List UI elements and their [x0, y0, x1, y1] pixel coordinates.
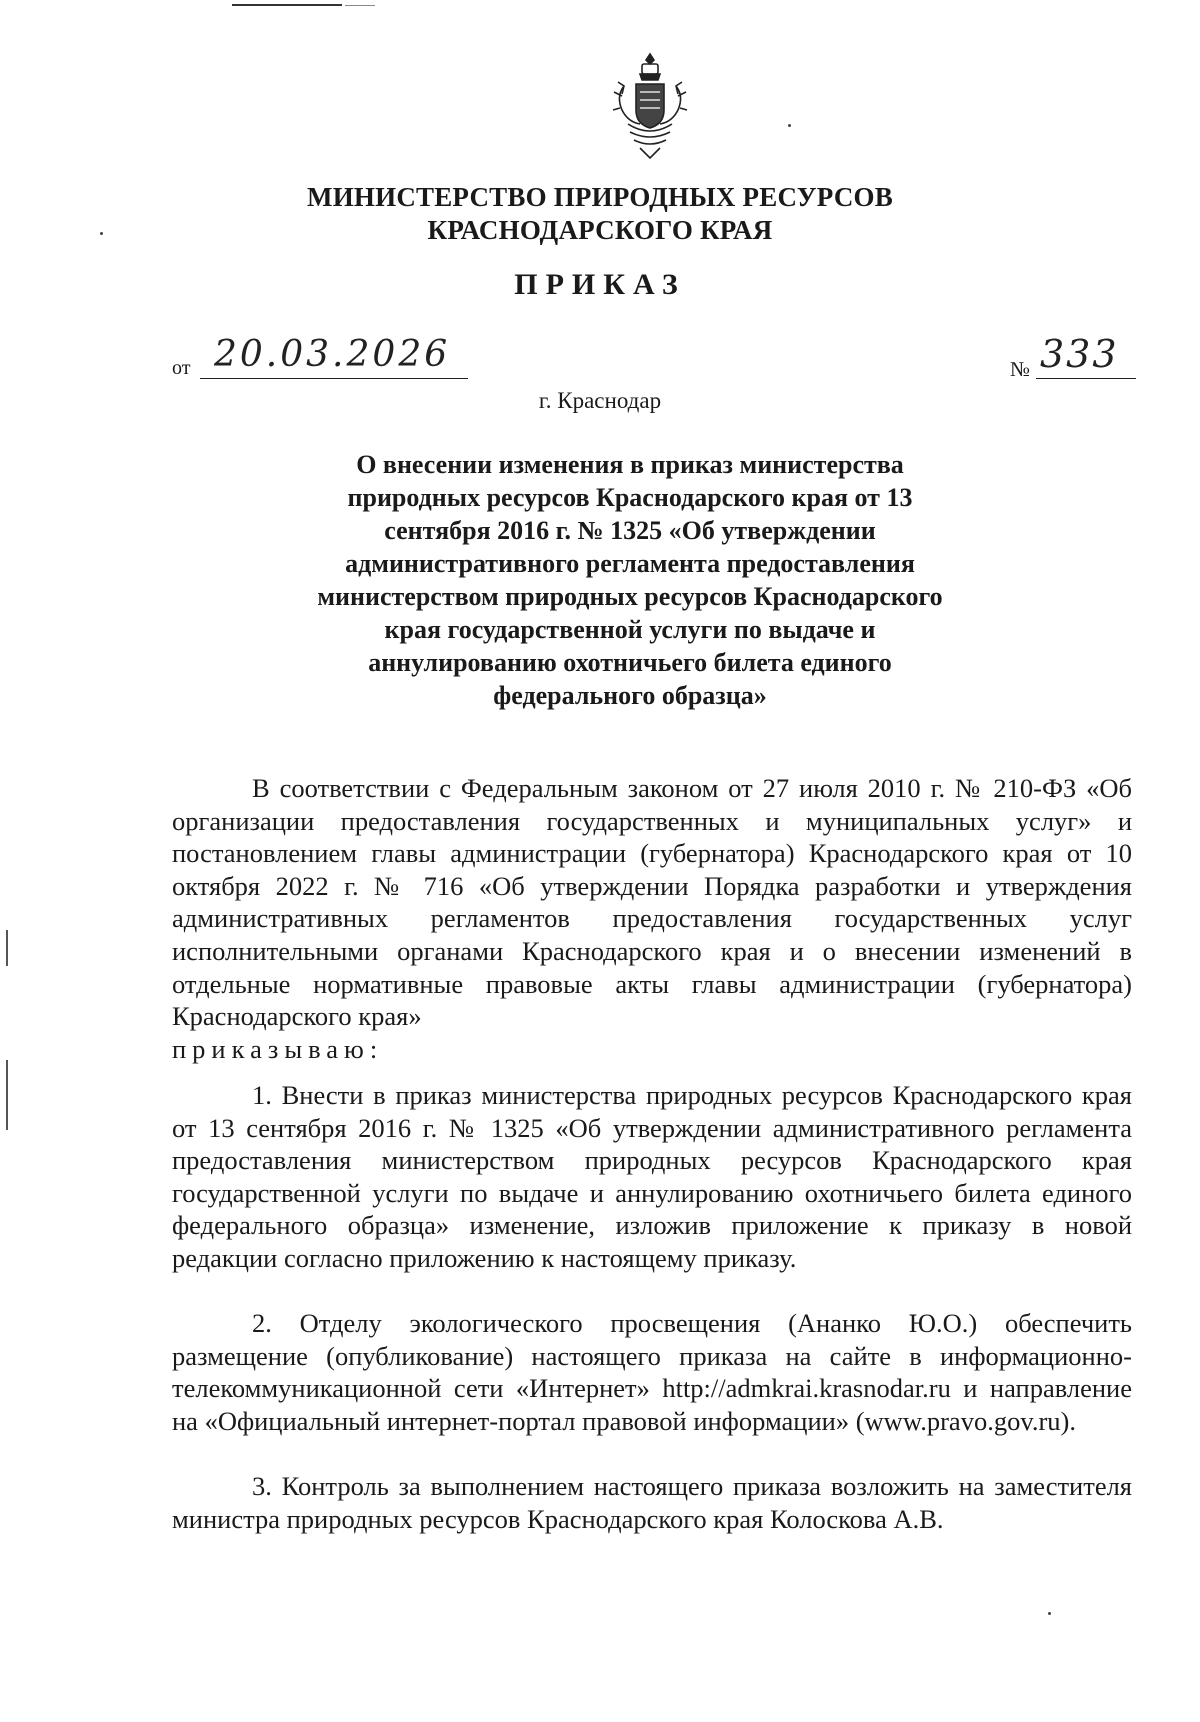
ministry-name-line2: КРАСНОДАРСКОГО КРАЯ [427, 215, 773, 245]
scan-speck [100, 232, 103, 235]
scan-artifact-line [345, 5, 375, 6]
date-underline [200, 378, 468, 379]
number-label: № [1010, 357, 1031, 381]
scan-speck [1048, 1612, 1051, 1615]
preamble-text: В соответствии с Федеральным законом от 27 июля 2010 г. № 210-ФЗ «Об организации предоставления государственных и муниципальных услуг» и постановлением главы администрации (губернатора) Краснодарского края от 10 октября 2022 г. № 716 «Об утверждении Порядка разработки и утверждения административных регламентов предоставления государственных услуг исполнительными органами Краснодарского края и о внесении изменений в отдельные нормативные правовые акты главы администрации (губернатора) Краснодарского края» [172, 773, 1132, 1032]
handwritten-date: 20.03.2026 [214, 334, 451, 375]
preamble-paragraph [172, 772, 1132, 1065]
order-item-3: 3. Контроль за выполнением настоящего приказа возложить на заместителя министра природных ресурсов Краснодарского края Колоскова А.В. [172, 1471, 1132, 1534]
city-label: г. Краснодар [538, 388, 662, 413]
date-label: от [172, 357, 191, 379]
scan-artifact-mark [6, 930, 8, 966]
scan-artifact-line [232, 4, 342, 6]
order-item-2: 2. Отделу экологического просвещения (Ананко Ю.О.) обеспечить размещение (опубликование) настоящего приказа на сайте в информационно-телекоммуникационной сети «Интернет» http://admkrai.krasnodar.ru и направление на «Официальный интернет-портал правовой информации» (www.pravo.gov.ru). [172, 1308, 1132, 1436]
order-item-1: 1. Внести в приказ министерства природных ресурсов Краснодарского края от 13 сентября 2016 г. № 1325 «Об утверждении административного регламента предоставления министерством природных ресурсов Краснодарского края государственной услуги по выдаче и аннулированию охотничьего билета единого федерального образца» изменение, изложив приложение к приказу в новой редакции согласно приложению к настоящему приказу. [172, 1080, 1132, 1273]
handwritten-number: 333 [1040, 332, 1119, 376]
document-type-heading: ПРИКАЗ [514, 268, 686, 301]
scan-artifact-mark [6, 1060, 8, 1130]
order-word: приказываю: [172, 1033, 384, 1064]
ministry-name-line1: МИНИСТЕРСТВО ПРИРОДНЫХ РЕСУРСОВ [307, 182, 893, 212]
scan-speck [788, 124, 791, 127]
number-underline [1036, 378, 1136, 379]
document-title: О внесении изменения в приказ министерства природных ресурсов Краснодарского края от 13 сентября 2016 г. № 1325 «Об утверждении административного регламента предоставления министерством природных ресурсов Краснодарского края государственной услуги по выдаче и аннулированию охотничьего билета единого федерального образца» [317, 450, 943, 710]
coat-of-arms-emblem [610, 52, 690, 162]
